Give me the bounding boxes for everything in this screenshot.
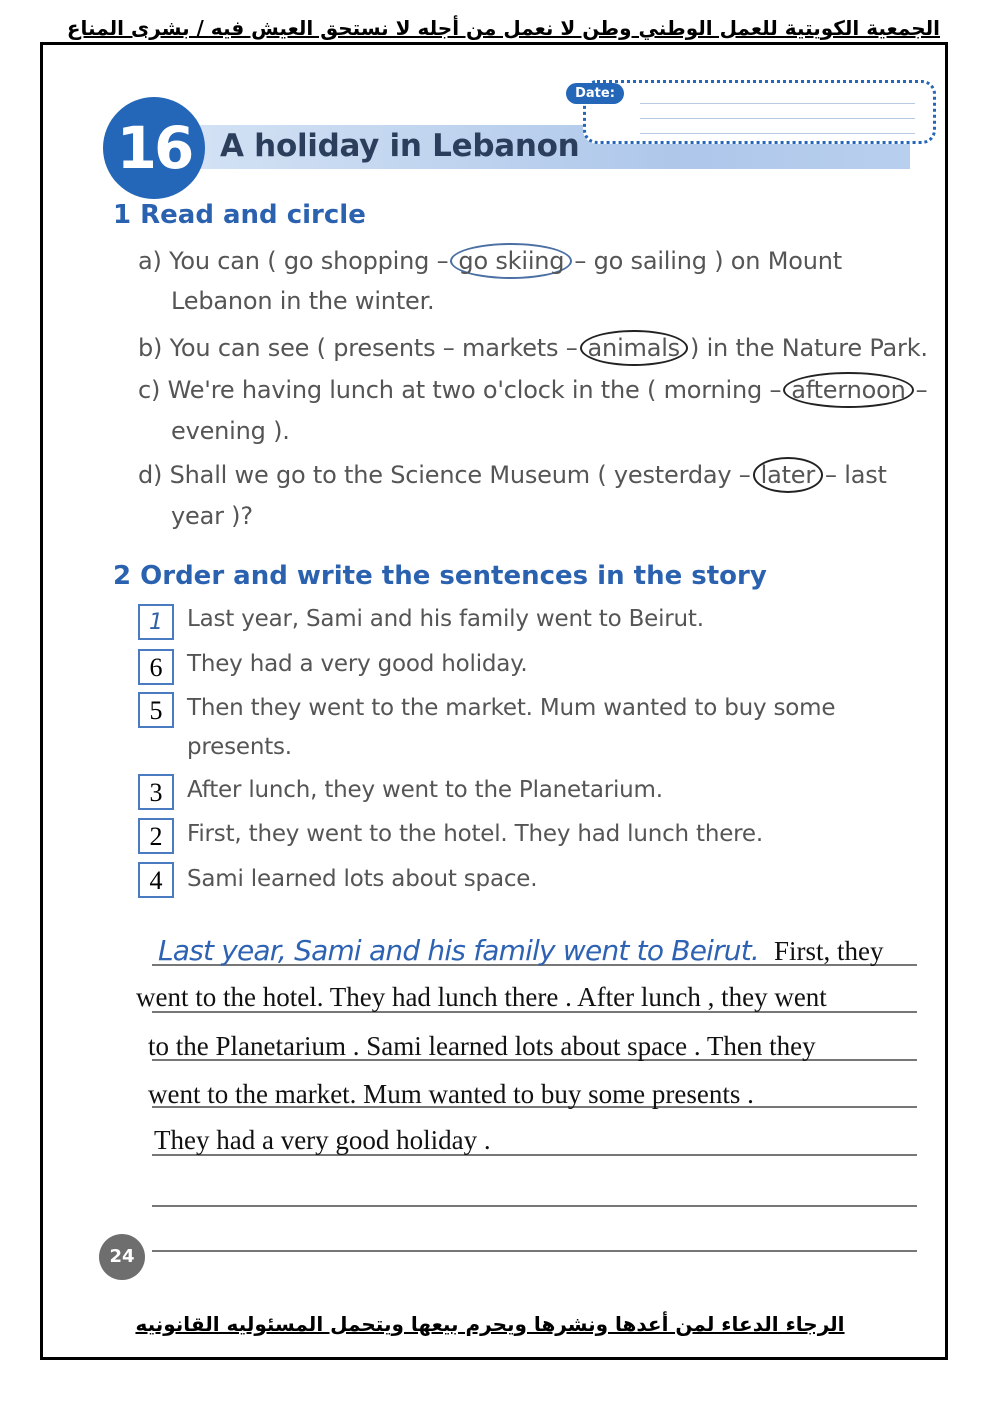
order-number-box: 5 — [138, 692, 174, 728]
answer-line: They had a very good holiday . — [154, 1125, 491, 1155]
circled-answer: go skiing — [450, 243, 572, 279]
story-sentence: They had a very good holiday. — [187, 651, 528, 677]
date-line — [640, 103, 915, 104]
exercise1-item-b — [138, 330, 928, 366]
exercise1-item-d-continuation: year )? — [171, 502, 253, 530]
order-number-box: 6 — [138, 649, 174, 685]
item-text-before: We're having lunch at two o'clock in the ( morning – — [167, 376, 782, 404]
story-sentence: Sami learned lots about space. — [187, 866, 538, 892]
exercise1-heading: 1 Read and circle — [113, 200, 366, 230]
exercise1-item-c — [138, 372, 927, 408]
answer-handwritten: Last year, Sami and his family went to Beirut. — [158, 934, 760, 967]
date-line — [640, 118, 915, 119]
answer-line: went to the hotel. They had lunch there . After lunch , they went — [136, 982, 827, 1012]
answer-line: First, they — [774, 936, 884, 966]
item-letter: d) — [138, 461, 163, 489]
exercise1-item-d — [138, 457, 887, 493]
footer-arabic-text: الرجاء الدعاء لمن أعدها ونشرها ويحرم بيعها ويتحمل المسئوليه القانونيه — [135, 1312, 845, 1336]
item-letter: c) — [138, 376, 161, 404]
page-number: 24 — [99, 1234, 145, 1280]
header-arabic-text: الجمعية الكويتية للعمل الوطني وطن لا نعمل من أجله لا نستحق العيش فيه / بشرى المناع — [66, 16, 940, 40]
story-sentence: First, they went to the hotel. They had lunch there. — [187, 821, 763, 847]
story-sentence-continuation: presents. — [187, 734, 292, 760]
date-line — [640, 133, 915, 134]
item-text-before: You can see ( presents – markets – — [169, 334, 578, 362]
circled-answer: later — [753, 457, 823, 493]
story-sentence: Last year, Sami and his family went to Beirut. — [187, 606, 704, 632]
story-sentence: After lunch, they went to the Planetarium. — [187, 777, 663, 803]
exercise2-heading: 2 Order and write the sentences in the story — [113, 561, 767, 591]
item-text-before: Shall we go to the Science Museum ( yesterday – — [169, 461, 751, 489]
date-label: Date: — [566, 83, 624, 104]
story-sentence: Then they went to the market. Mum wanted to buy some — [187, 695, 836, 721]
writing-line — [152, 1205, 917, 1207]
item-text-after: – last — [825, 461, 887, 489]
item-text-after: – go sailing ) on Mount — [574, 247, 842, 275]
item-text-before: You can ( go shopping – — [169, 247, 449, 275]
order-number-box: 4 — [138, 862, 174, 898]
answer-line: to the Planetarium . Sami learned lots about space . Then they — [148, 1031, 816, 1061]
answer-line: went to the market. Mum wanted to buy some presents . — [148, 1079, 754, 1109]
item-letter: b) — [138, 334, 163, 362]
lesson-title: A holiday in Lebanon — [220, 128, 580, 164]
date-box — [583, 80, 936, 144]
exercise1-item-a — [138, 243, 842, 279]
item-text-after: – — [915, 376, 928, 404]
order-number-box: 2 — [138, 818, 174, 854]
circled-answer: animals — [580, 330, 688, 366]
circled-answer: afternoon — [783, 372, 913, 408]
order-number-box: 1 — [138, 604, 174, 640]
writing-line — [152, 1250, 917, 1252]
item-text-after: ) in the Nature Park. — [690, 334, 928, 362]
item-letter: a) — [138, 247, 162, 275]
exercise1-item-c-continuation: evening ). — [171, 417, 290, 445]
lesson-number: 16 — [103, 97, 205, 199]
order-number-box: 3 — [138, 774, 174, 810]
exercise1-item-a-continuation: Lebanon in the winter. — [171, 287, 435, 315]
